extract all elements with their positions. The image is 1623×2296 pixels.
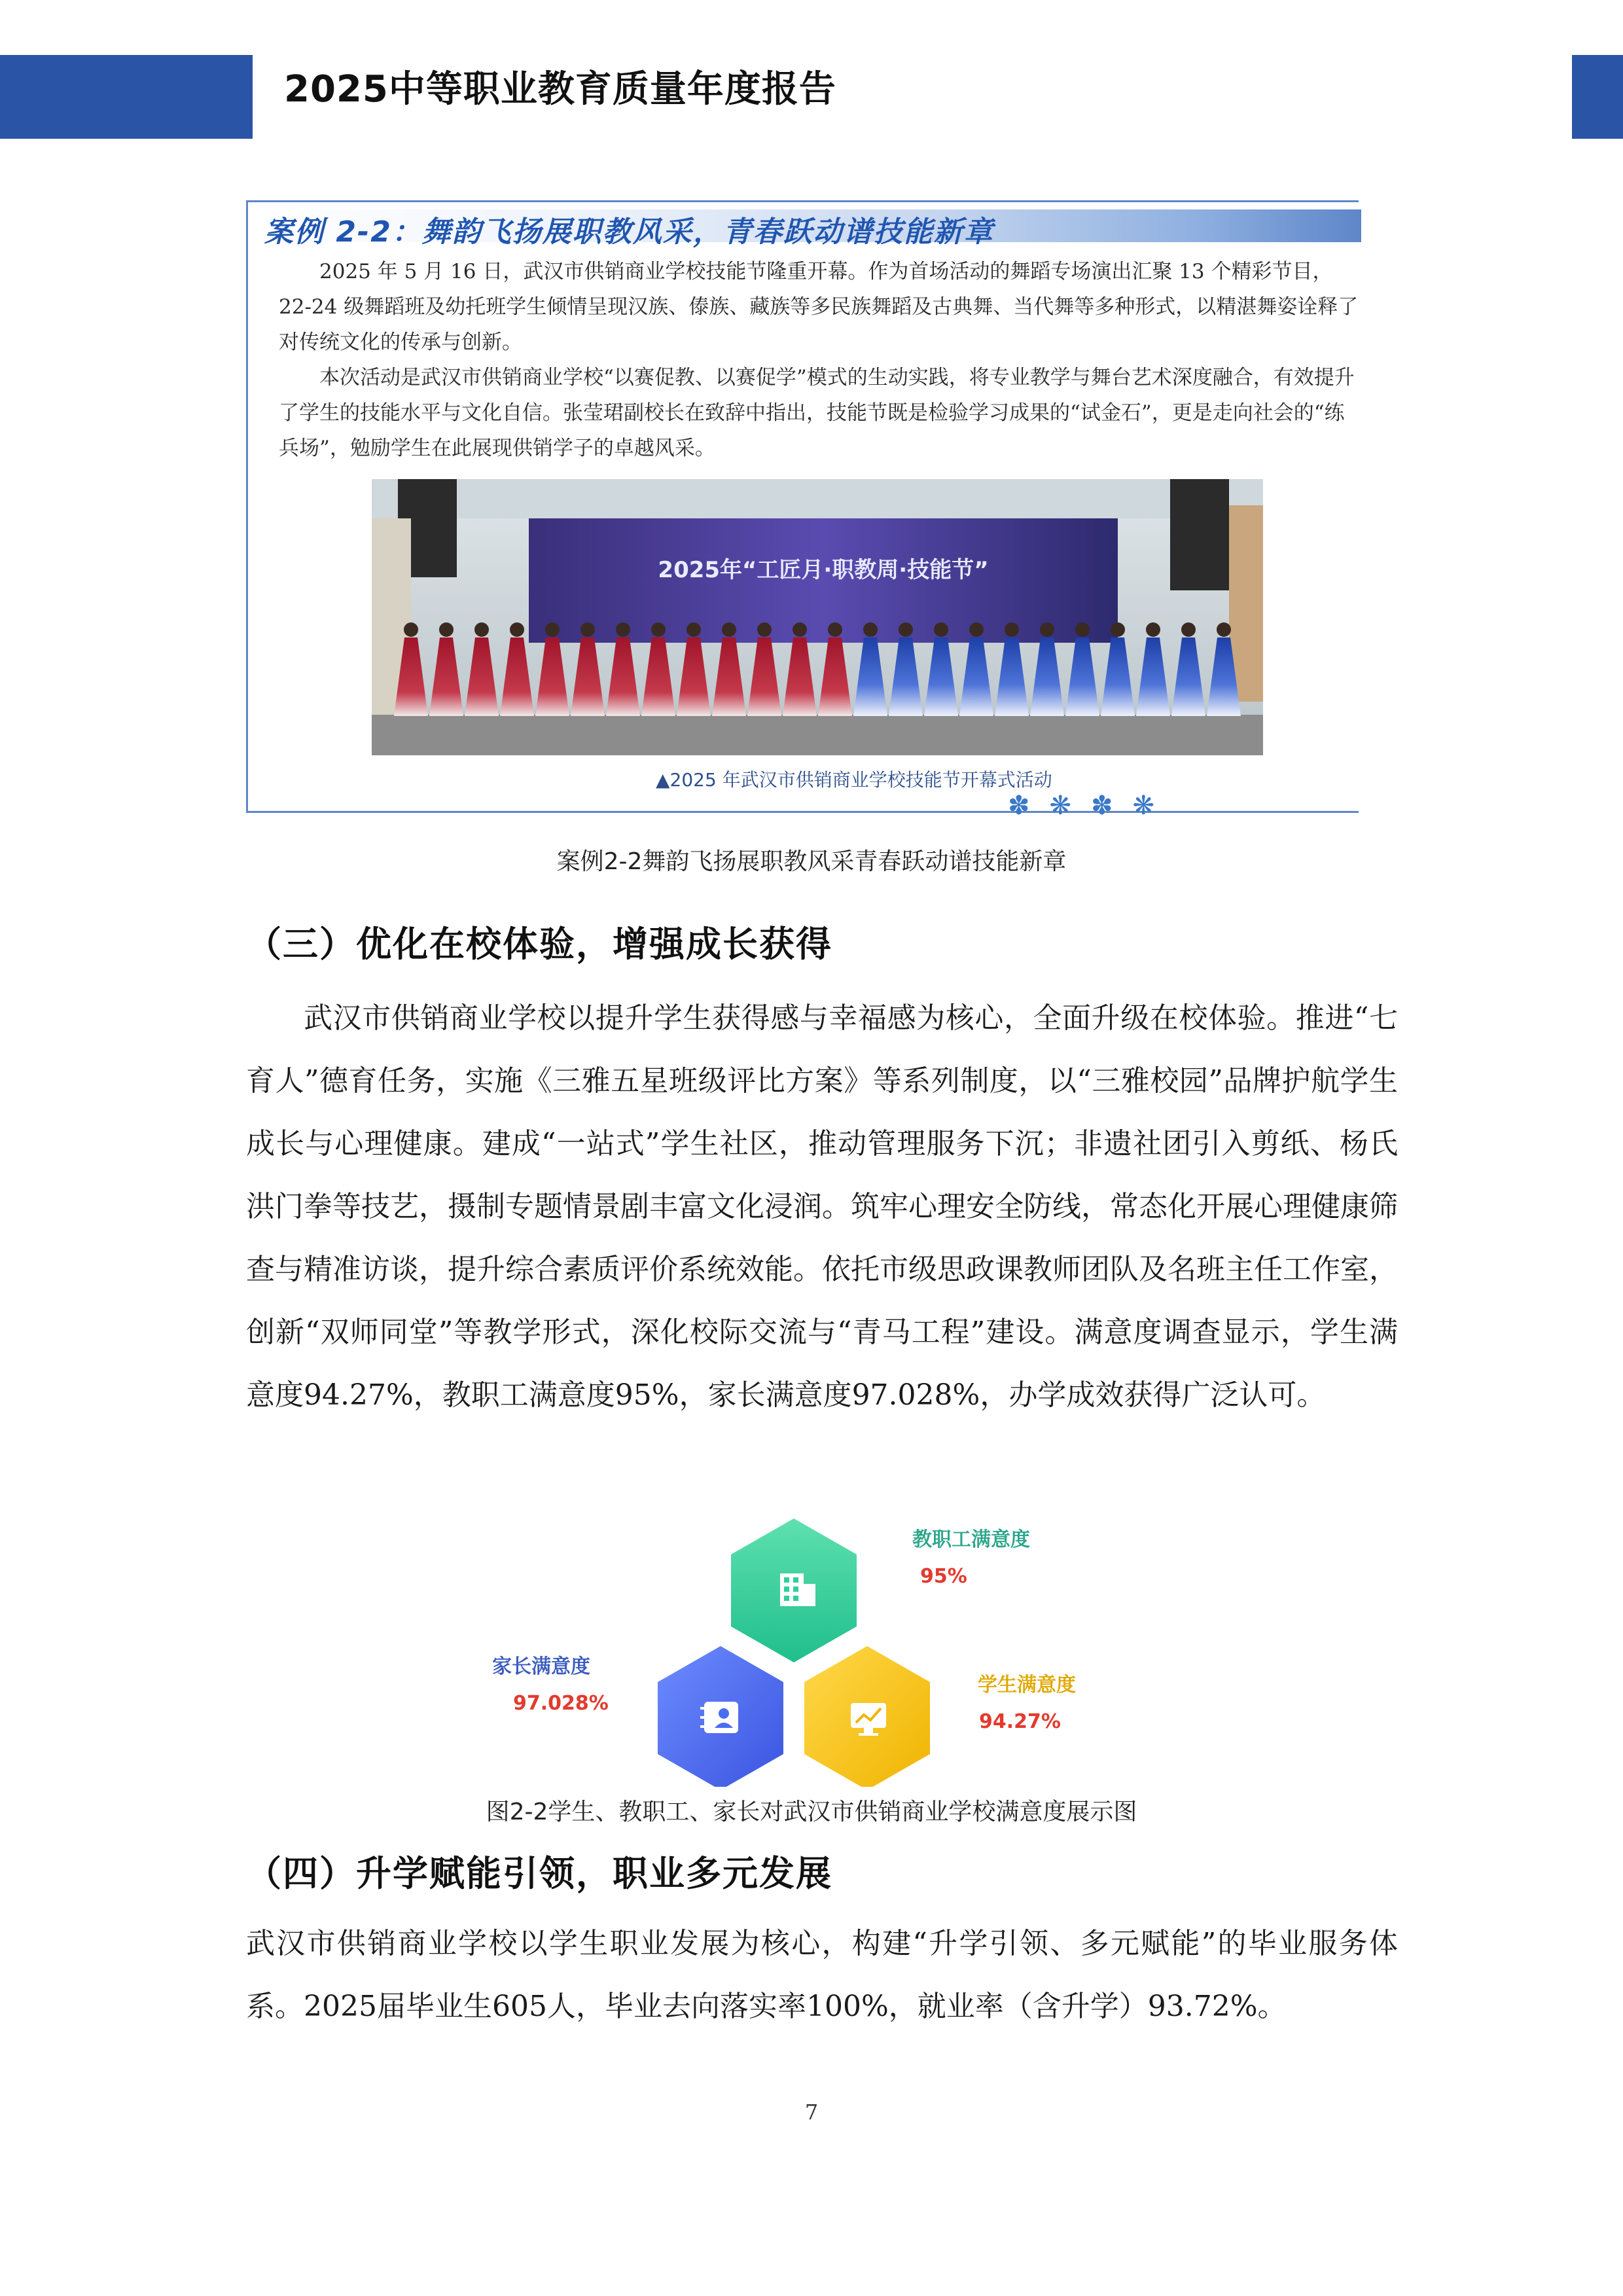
dancer-head <box>969 622 984 637</box>
student-value: 94.27% <box>979 1710 1061 1733</box>
dancer-head <box>404 622 418 637</box>
dancer-head <box>757 622 772 637</box>
dancer-head <box>722 622 736 637</box>
case-paragraph-2: 本次活动是武汉市供销商业学校“以赛促教、以赛促学”模式的生动实践，将专业教学与舞台艺术深度融合，有效提升了学生的技能水平与文化自信。张莹珺副校长在致辞中指出，技能节既是检验学习成果的“试金石”，更是走向社会的“练兵场”，勉励学生在此展现供销学子的卓越风采。 <box>279 366 1355 460</box>
ornament-flowers-icon: ✽❋✽❋ <box>1008 791 1175 821</box>
figure-caption: 图2-2学生、教职工、家长对武汉市供销商业学校满意度展示图 <box>486 1799 1137 1825</box>
header-accent-right <box>1572 55 1623 139</box>
dancer-head <box>1005 622 1019 637</box>
event-photo <box>372 479 1263 755</box>
dancer-head <box>1075 622 1090 637</box>
case-paragraph-1: 2025 年 5 月 16 日，武汉市供销商业学校技能节隆重开幕。作为首场活动的舞蹈专场演出汇聚 13 个精彩节目，22-24 级舞蹈班及幼托班学生倾情呈现汉族、傣族、藏族等多民族舞蹈及古典舞、当代舞等多种形式，以精湛舞姿诠释了对传统文化的传承与创新。 <box>279 260 1359 354</box>
dancer-head <box>793 622 807 637</box>
dancer-head <box>1217 622 1231 637</box>
dancer-head <box>474 622 489 637</box>
parent-value: 97.028% <box>513 1692 609 1715</box>
parent-label: 家长满意度 <box>492 1655 590 1678</box>
section-3-body: 武汉市供销商业学校以提升学生获得感与幸福感为核心，全面升级在校体验。推进“七育人”德育任务，实施《三雅五星班级评比方案》等系列制度，以“三雅校园”品牌护航学生成长与心理健康。建成“一站式”学生社区，推动管理服务下沉；非遗社团引入剪纸、杨氏洪门拳等技艺，摄制专题情景剧丰富文化浸润。筑牢心理安全防线，常态化开展心理健康筛查与精准访谈，提升综合素质评价系统效能。依托市级思政课教师团队及名班主任工作室，创新“双师同堂”等教学形式，深化校际交流与“青马工程”建设。满意度调查显示，学生满意度94.27%，教职工满意度95%，家长满意度97.028%，办学成效获得广泛认可。 <box>246 1001 1398 1412</box>
dancer-head <box>1040 622 1054 637</box>
photo-caption: ▲2025 年武汉市供销商业学校技能节开幕式活动 <box>656 769 1052 791</box>
dancer-head <box>863 622 878 637</box>
staff-label: 教职工满意度 <box>912 1528 1030 1551</box>
dancer-head <box>899 622 913 637</box>
section-heading-4: （四）升学赋能引领，职业多元发展 <box>246 1853 832 1894</box>
stage-banner-text: 2025年“工匠月·职教周·技能节” <box>658 557 989 583</box>
section-heading-3: （三）优化在校体验，增强成长获得 <box>246 924 832 965</box>
case-title: 案例 2-2：舞韵飞扬展职教风采，青春跃动谱技能新章 <box>264 215 994 249</box>
dancer-head <box>1111 622 1125 637</box>
dancer-head <box>934 622 948 637</box>
student-label: 学生满意度 <box>978 1674 1076 1696</box>
section-4-body: 武汉市供销商业学校以学生职业发展为核心，构建“升学引领、多元赋能”的毕业服务体系。2025届毕业生605人，毕业去向落实率100%，就业率（含升学）93.72%。 <box>246 1927 1398 2023</box>
dancer-head <box>651 622 666 637</box>
contact-card-icon <box>700 1702 738 1733</box>
case-caption: 案例2-2舞韵飞扬展职教风采青春跃动谱技能新章 <box>556 848 1067 875</box>
dancer-head <box>580 622 595 637</box>
header-accent-left <box>0 55 253 139</box>
dancer-head <box>687 622 701 637</box>
satisfaction-infographic <box>469 1512 1156 1787</box>
dancer-head <box>1181 622 1196 637</box>
dancer-head <box>1146 622 1160 637</box>
dancer-head <box>439 622 454 637</box>
page-number: 7 <box>804 2100 819 2125</box>
dancer-head <box>616 622 630 637</box>
report-title: 2025中等职业教育质量年度报告 <box>284 68 836 111</box>
dancer-head <box>545 622 560 637</box>
dancer-head <box>510 622 524 637</box>
staff-value: 95% <box>920 1565 967 1588</box>
dancer-head <box>828 622 842 637</box>
